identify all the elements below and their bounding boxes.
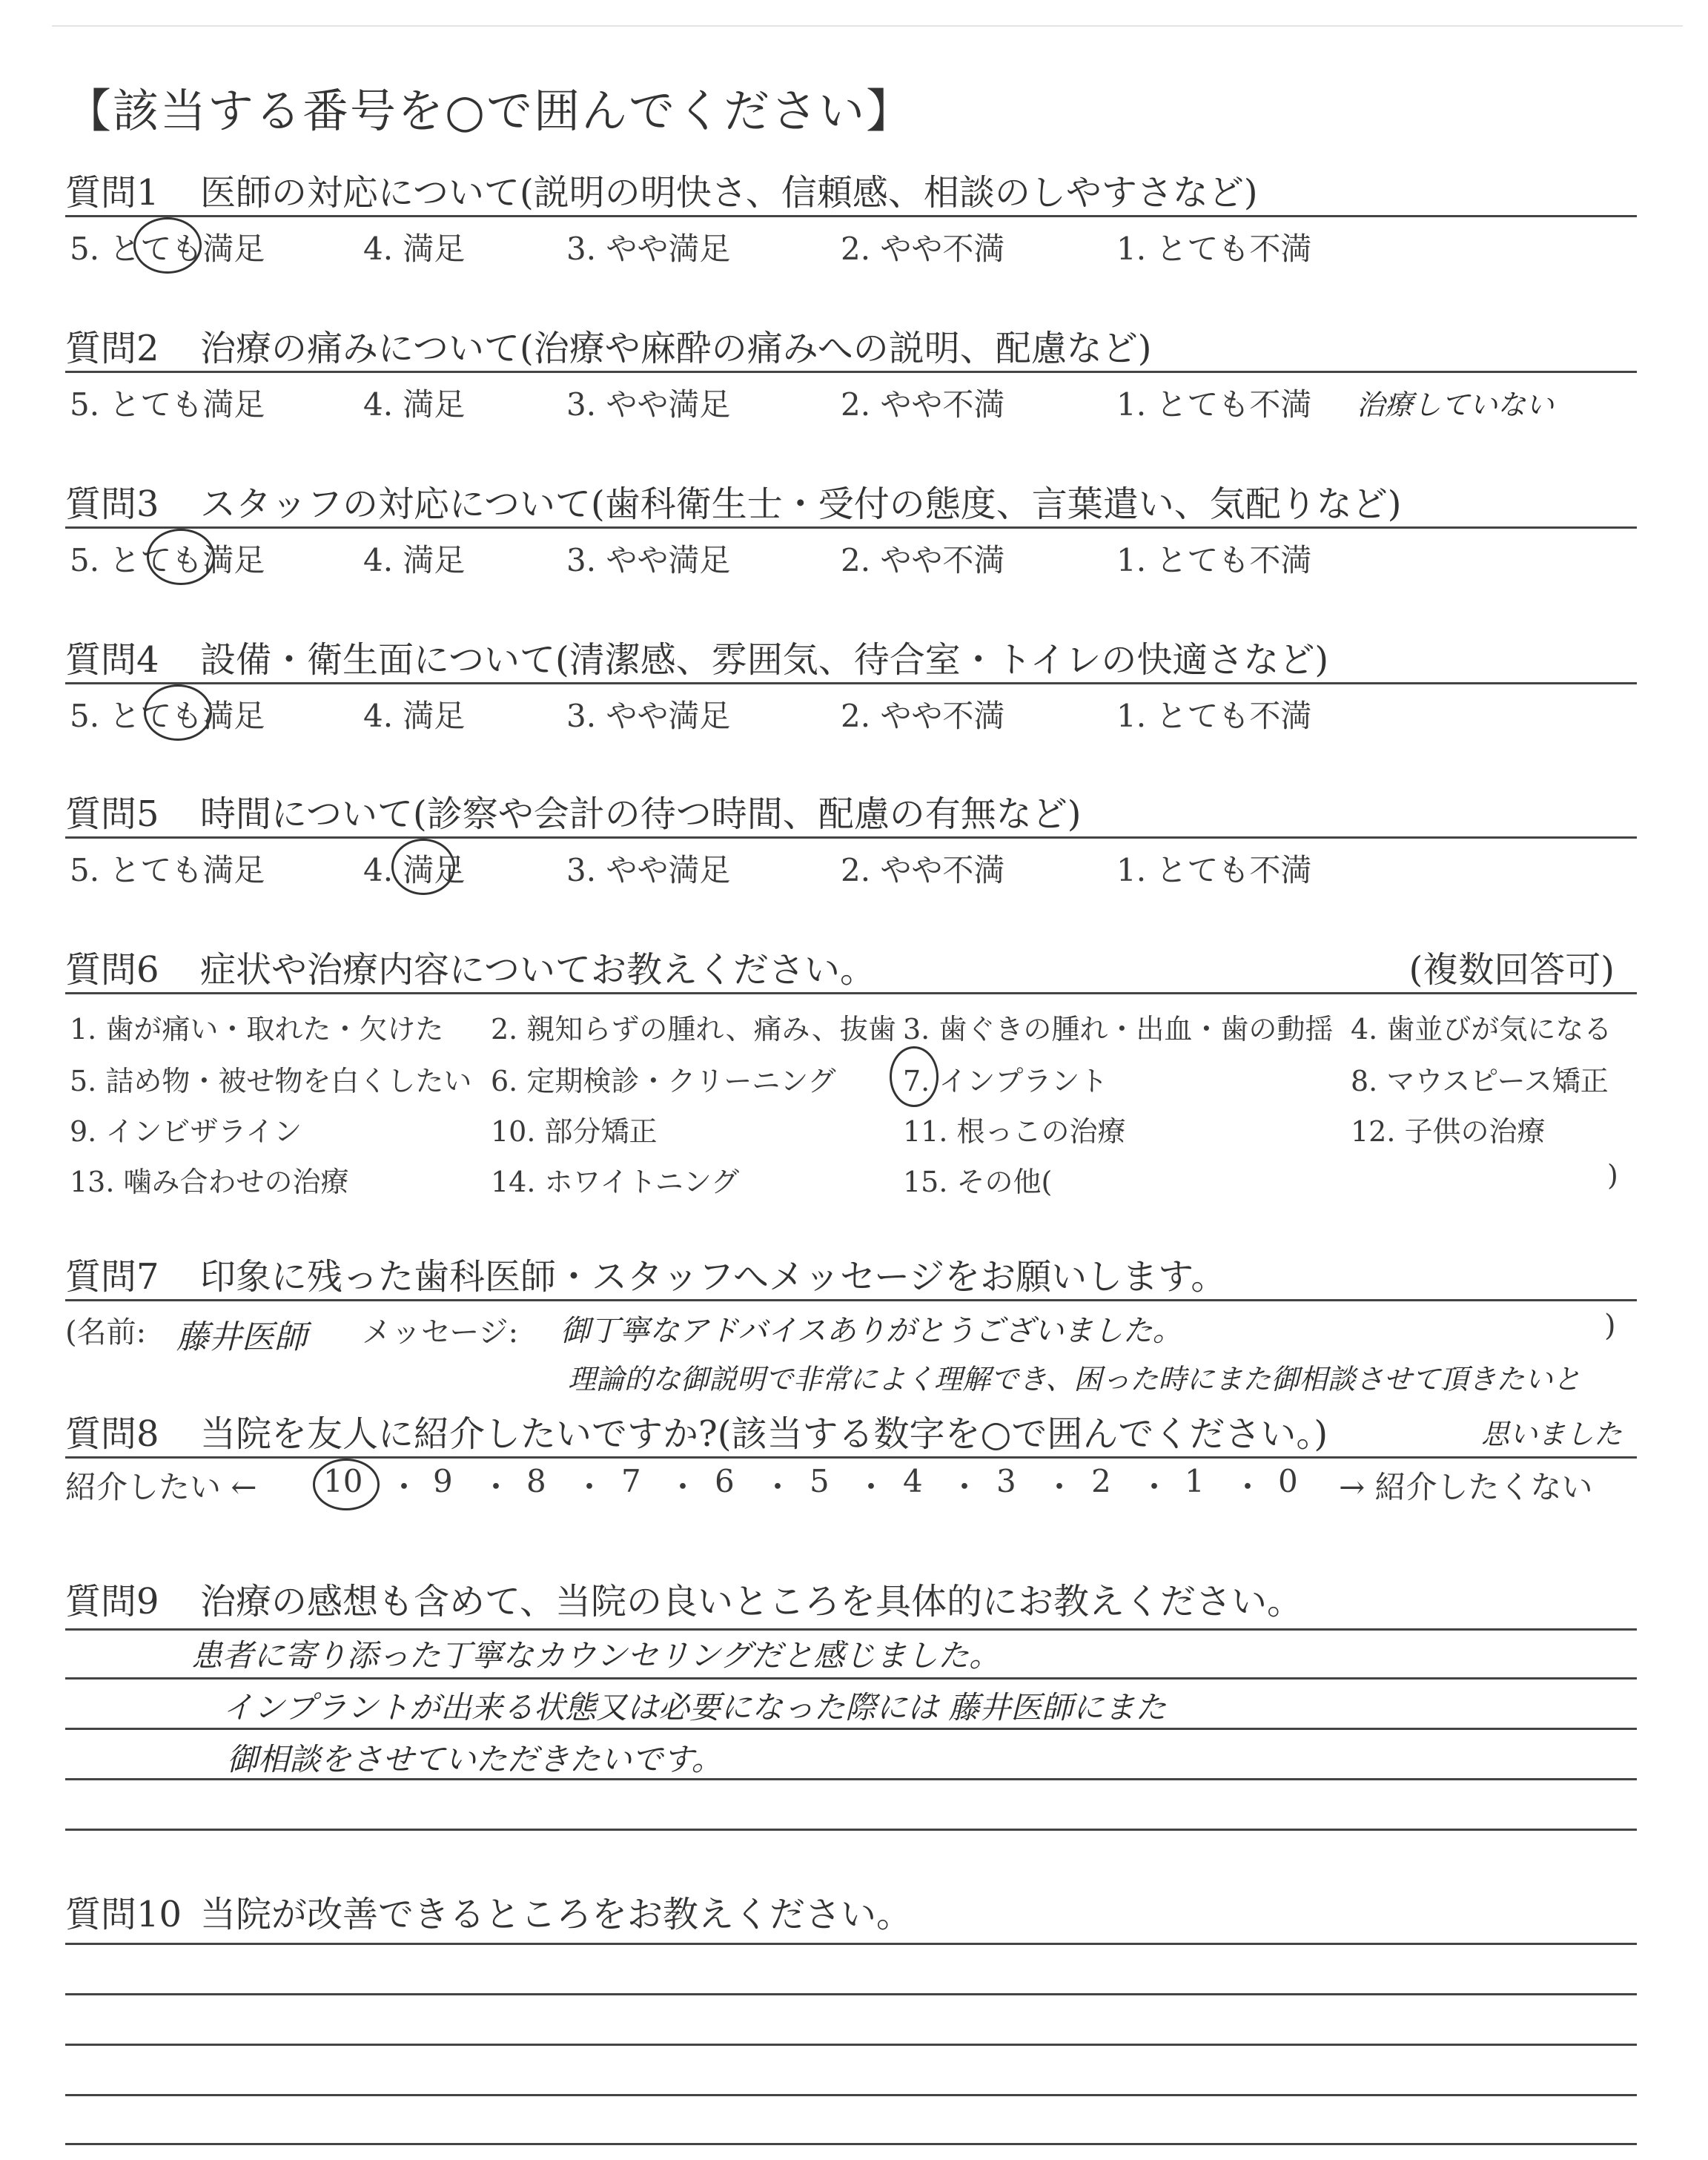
name-value[interactable]: 藤井医師: [176, 1318, 307, 1356]
answer-line: [65, 2143, 1637, 2145]
page-top-rule: [52, 25, 1683, 27]
scale-right-label: → 紹介したくない: [1339, 1469, 1593, 1505]
question-number: 質問3: [65, 483, 159, 525]
question-number: 質問4: [65, 639, 159, 681]
question-number: 質問9: [65, 1581, 159, 1622]
option-1[interactable]: 1. とても不満: [1116, 698, 1312, 734]
option-3[interactable]: 3. やや満足: [566, 231, 731, 267]
question-text: 治療の感想も含めて、当院の良いところを具体的にお教えください。: [200, 1581, 1303, 1622]
option-5[interactable]: 5. とても満足: [70, 386, 265, 423]
option-1[interactable]: 1. とても不満: [1116, 386, 1312, 423]
question-number: 質問7: [65, 1256, 159, 1298]
message-line-3: 思いました: [1480, 1418, 1622, 1450]
scale-dot: ・: [762, 1469, 794, 1505]
question-title: [65, 1892, 1637, 1937]
scale-dot: ・: [667, 1469, 699, 1505]
answer-line: [65, 2044, 1637, 2046]
option-1[interactable]: 1. とても不満: [1116, 542, 1312, 578]
option-5[interactable]: 5. とても満足: [70, 852, 265, 888]
answer-text-line-1[interactable]: 患者に寄り添った丁寧なカウンセリングだと感じました。: [191, 1637, 1001, 1674]
question-text: 印象に残った歯科医師・スタッフへメッセージをお願いします。: [200, 1256, 1227, 1298]
option-1[interactable]: 1. とても不満: [1116, 231, 1312, 267]
rating-options: [65, 373, 1637, 423]
treatment-option-2[interactable]: 2. 親知らずの腫れ、痛み、抜歯: [491, 1013, 896, 1046]
question-number: 質問6: [65, 949, 159, 991]
answer-line: [65, 1728, 1637, 1730]
answer-line: [65, 1778, 1637, 1780]
message-line-1[interactable]: 御丁寧なアドバイスありがとうございました。: [560, 1314, 1182, 1348]
question-number: 質問2: [65, 328, 159, 369]
option-2[interactable]: 2. やや不満: [841, 386, 1005, 423]
question-number: 質問8: [65, 1413, 159, 1455]
question-text: 時間について(診察や会計の待つ時間、配慮の有無など): [200, 793, 1082, 835]
treatment-option-3[interactable]: 3. 歯ぐきの腫れ・出血・歯の動揺: [903, 1013, 1334, 1046]
question-text: 治療の痛みについて(治療や麻酔の痛みへの説明、配慮など): [200, 328, 1152, 369]
question-7: [65, 1255, 1637, 1398]
answer-circle-mark: [133, 217, 202, 274]
question-8: [65, 1412, 1637, 1510]
option-5[interactable]: 5. とても満足: [70, 542, 265, 578]
answer-circle-mark: [391, 839, 455, 895]
treatment-option-7[interactable]: 7. インプラント: [903, 1065, 1108, 1097]
scale-1[interactable]: 1: [1185, 1463, 1205, 1499]
treatment-option-9[interactable]: 9. インビザライン: [70, 1115, 302, 1148]
scale-2[interactable]: 2: [1091, 1463, 1111, 1499]
answer-line: [65, 2094, 1637, 2096]
question-5: [65, 792, 1637, 888]
answer-circle-mark: [144, 684, 212, 741]
option-3[interactable]: 3. やや満足: [566, 698, 731, 734]
scale-9[interactable]: 9: [433, 1463, 453, 1499]
scale-8[interactable]: 8: [526, 1463, 546, 1499]
question-3: [65, 482, 1637, 578]
scale-6[interactable]: 6: [715, 1463, 735, 1499]
answer-text-line-2[interactable]: インプラントが出来る状態又は必要になった際には 藤井医師にまた: [222, 1689, 1167, 1725]
message-label: メッセージ:: [362, 1315, 519, 1350]
scale-0[interactable]: 0: [1278, 1463, 1298, 1499]
question-text: 当院が改善できるところをお教えください。: [200, 1894, 913, 1935]
question-text: 当院を友人に紹介したいですか?(該当する数字を○で囲んでください。): [200, 1413, 1328, 1455]
question-number: 質問5: [65, 793, 159, 835]
scale-dot: ・: [1044, 1469, 1076, 1505]
option-3[interactable]: 3. やや満足: [566, 542, 731, 578]
answer-line: [65, 1829, 1637, 1831]
rating-options: [65, 839, 1637, 888]
question-title: [65, 482, 1637, 526]
scale-4[interactable]: 4: [903, 1463, 923, 1499]
question-6: [65, 948, 1637, 1202]
option-4[interactable]: 4. 満足: [363, 542, 466, 578]
handwritten-note: 治療していない: [1357, 389, 1555, 421]
option-3[interactable]: 3. やや満足: [566, 852, 731, 888]
question-number: 質問1: [65, 172, 159, 214]
scale-dot: ・: [855, 1469, 887, 1505]
treatment-option-5[interactable]: 5. 詰め物・被せ物を白くしたい: [70, 1065, 472, 1097]
other-close-paren: ): [1607, 1159, 1618, 1192]
treatment-option-12[interactable]: 12. 子供の治療: [1351, 1115, 1546, 1148]
scale-dot: ・: [1232, 1469, 1264, 1505]
question-text: 設備・衛生面について(清潔感、雰囲気、待合室・トイレの快適さなど): [200, 639, 1329, 681]
scale-dot: ・: [1139, 1469, 1171, 1505]
form-heading: 【該当する番号を○で囲んでください】: [65, 84, 914, 138]
scale-10[interactable]: 10: [323, 1463, 363, 1499]
option-2[interactable]: 2. やや不満: [841, 231, 1005, 267]
option-2[interactable]: 2. やや不満: [841, 542, 1005, 578]
message-close-paren: ): [1604, 1309, 1616, 1343]
scale-5[interactable]: 5: [810, 1463, 830, 1499]
message-line-2[interactable]: 理論的な御説明で非常によく理解でき、困った時にまた御相談させて頂きたいと: [568, 1363, 1581, 1396]
option-2[interactable]: 2. やや不満: [841, 698, 1005, 734]
scale-7[interactable]: 7: [621, 1463, 641, 1499]
treatment-option-13[interactable]: 13. 噛み合わせの治療: [70, 1166, 349, 1198]
answer-line: [65, 1628, 1637, 1631]
question-text: 医師の対応について(説明の明快さ、信頼感、相談のしやすさなど): [200, 172, 1258, 214]
answer-circle-mark: [313, 1459, 380, 1510]
question-title: [65, 948, 1637, 992]
question-4: [65, 638, 1637, 734]
multiple-answers-note: (複数回答可): [1409, 949, 1615, 991]
question-number: 質問10: [65, 1894, 182, 1935]
treatment-option-6[interactable]: 6. 定期検診・クリーニング: [491, 1065, 836, 1097]
treatment-option-8[interactable]: 8. マウスピース矯正: [1351, 1065, 1609, 1097]
option-4[interactable]: 4. 満足: [363, 231, 466, 267]
answer-line: [65, 1993, 1637, 1995]
question-title: [65, 1579, 1637, 1624]
treatment-option-1[interactable]: 1. 歯が痛い・取れた・欠けた: [70, 1013, 444, 1046]
treatment-options: [65, 994, 1637, 1202]
answer-text-line-3[interactable]: 御相談をさせていただきたいです。: [227, 1741, 723, 1777]
recommend-scale: [65, 1459, 1637, 1510]
scale-dot: ・: [574, 1469, 606, 1505]
answer-circle-mark: [147, 529, 215, 585]
question-text: 症状や治療内容についてお教えください。: [200, 949, 876, 991]
question-2: [65, 326, 1637, 423]
answer-circle-mark: [890, 1046, 939, 1107]
question-title: [65, 171, 1637, 215]
answer-line: [65, 1943, 1637, 1945]
rating-options: [65, 684, 1637, 734]
message-area: [65, 1301, 1637, 1398]
option-4[interactable]: 4. 満足: [363, 386, 466, 423]
treatment-option-11[interactable]: 11. 根っこの治療: [903, 1115, 1126, 1148]
question-title: [65, 792, 1637, 836]
option-2[interactable]: 2. やや不満: [841, 852, 1005, 888]
question-9: [65, 1579, 1637, 1624]
name-label: (名前:: [65, 1315, 147, 1350]
option-5[interactable]: 5. とても満足: [70, 698, 265, 734]
question-text: スタッフの対応について(歯科衛生士・受付の態度、言葉遣い、気配りなど): [200, 483, 1402, 525]
question-title: [65, 326, 1637, 371]
rating-options: [65, 217, 1637, 267]
option-4[interactable]: 4. 満足: [363, 698, 466, 734]
question-title: [65, 1255, 1637, 1299]
scale-left-label: 紹介したい ←: [65, 1469, 257, 1505]
scale-dot: ・: [388, 1469, 420, 1505]
question-title: [65, 638, 1637, 682]
question-10: [65, 1892, 1637, 1937]
scale-3[interactable]: 3: [996, 1463, 1016, 1499]
question-title: [65, 1412, 1637, 1456]
option-1[interactable]: 1. とても不満: [1116, 852, 1312, 888]
option-5[interactable]: 5. とても満足: [70, 231, 265, 267]
rating-options: [65, 529, 1637, 578]
option-3[interactable]: 3. やや満足: [566, 386, 731, 423]
option-4[interactable]: 4. 満足: [363, 852, 466, 888]
scale-dot: ・: [480, 1469, 512, 1505]
question-1: [65, 171, 1637, 267]
treatment-option-10[interactable]: 10. 部分矯正: [491, 1115, 658, 1148]
treatment-option-15[interactable]: 15. その他(: [903, 1166, 1053, 1198]
treatment-option-14[interactable]: 14. ホワイトニング: [491, 1166, 740, 1198]
treatment-option-4[interactable]: 4. 歯並びが気になる: [1351, 1013, 1612, 1046]
answer-line: [65, 1677, 1637, 1680]
scale-dot: ・: [949, 1469, 981, 1505]
